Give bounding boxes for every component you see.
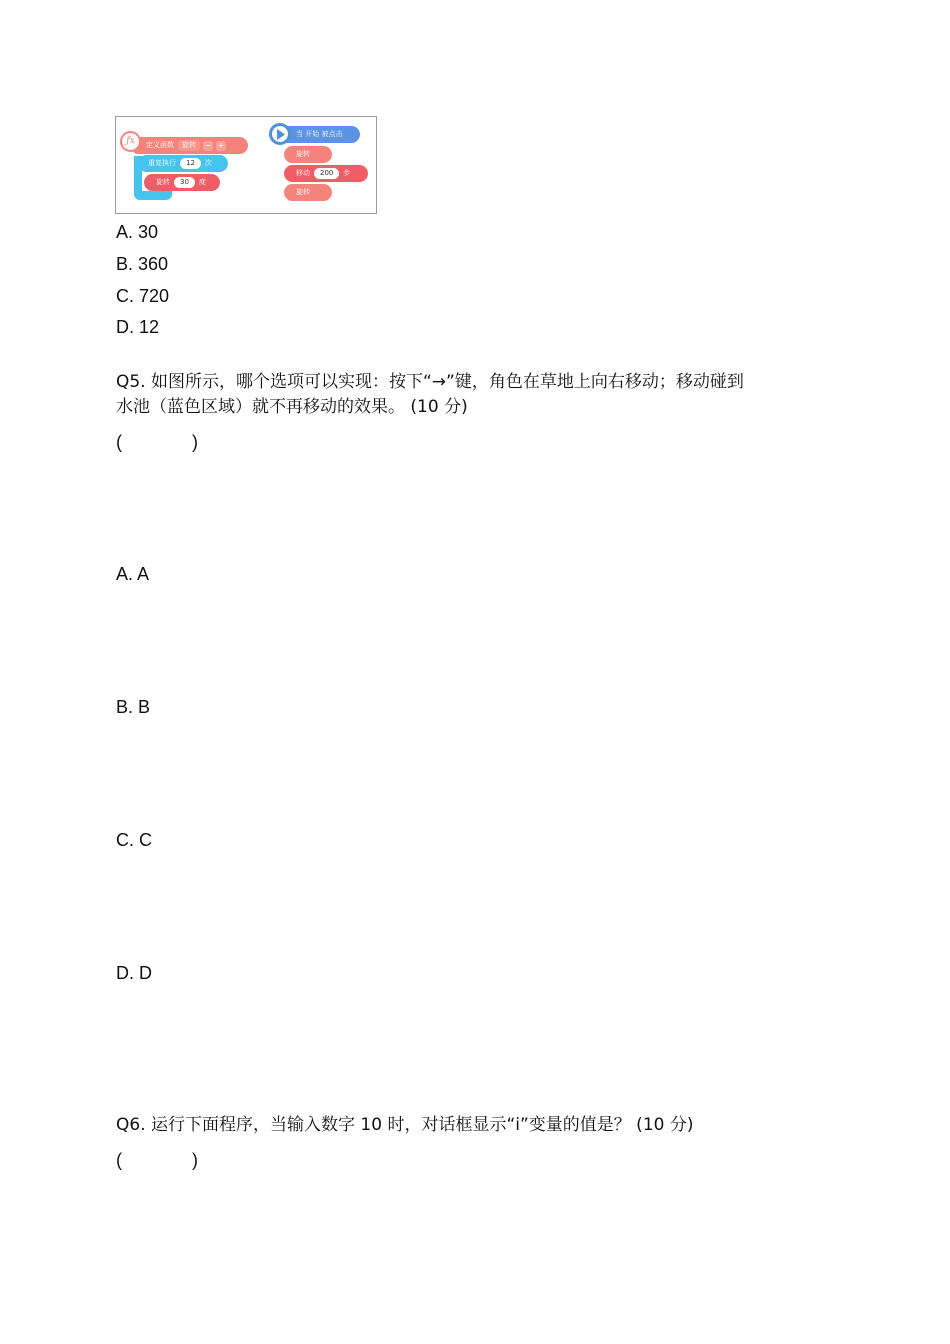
- q5-question-line-1: Q5. 如图所示，哪个选项可以实现：按下“→”键，角色在草地上向右移动；移动碰到: [116, 372, 744, 392]
- move-block: [284, 165, 368, 182]
- define-function-label: 定义函数: [146, 141, 174, 149]
- rotate-label: 旋转: [156, 178, 170, 186]
- block-program-image: [115, 116, 377, 214]
- repeat-block: [138, 155, 228, 172]
- q4-option-d[interactable]: D. 12: [116, 317, 160, 337]
- q5-option-c[interactable]: C. C: [116, 830, 152, 850]
- call-rotate-block-2: [284, 184, 332, 201]
- q4-option-b[interactable]: B. 360: [116, 254, 169, 274]
- call-rotate-label-2: 旋转: [296, 188, 310, 196]
- plus-button: +: [217, 140, 225, 150]
- repeat-count-field: 12: [180, 158, 201, 169]
- move-value-field: 200: [314, 168, 339, 179]
- q5-option-b[interactable]: B. B: [116, 697, 151, 717]
- rotate-unit: 度: [198, 178, 206, 186]
- play-icon: [269, 123, 291, 145]
- rotate-value-field: 30: [174, 177, 195, 188]
- start-event-label: 当 开始 被点击: [296, 130, 343, 138]
- minus-button: −: [204, 140, 212, 150]
- function-name-field: 旋转: [178, 140, 200, 151]
- q5-question-line-2: 水池（蓝色区域）就不再移动的效果。 (10 分): [116, 397, 468, 417]
- call-rotate-label-1: 旋转: [296, 150, 310, 158]
- q5-option-a[interactable]: A. A: [116, 564, 150, 584]
- rotate-block: [144, 174, 220, 191]
- call-rotate-block-1: [284, 146, 332, 163]
- move-unit: 步: [343, 169, 351, 177]
- function-icon: ƒx: [120, 131, 141, 152]
- repeat-block-bottom: [134, 191, 172, 200]
- q5-answer-blank[interactable]: ( ): [116, 432, 199, 452]
- repeat-unit: 次: [204, 159, 212, 167]
- move-label: 移动: [296, 169, 310, 177]
- q4-option-a[interactable]: A. 30: [116, 222, 159, 242]
- q5-option-d[interactable]: D. D: [116, 963, 152, 983]
- q6-answer-blank[interactable]: ( ): [116, 1150, 199, 1170]
- q6-question-line-1: Q6. 运行下面程序，当输入数字 10 时，对话框显示“i”变量的值是？ (10 分): [116, 1115, 694, 1135]
- q4-option-c[interactable]: C. 720: [116, 286, 170, 306]
- define-function-block: [130, 137, 248, 154]
- repeat-label: 重复执行: [148, 159, 176, 167]
